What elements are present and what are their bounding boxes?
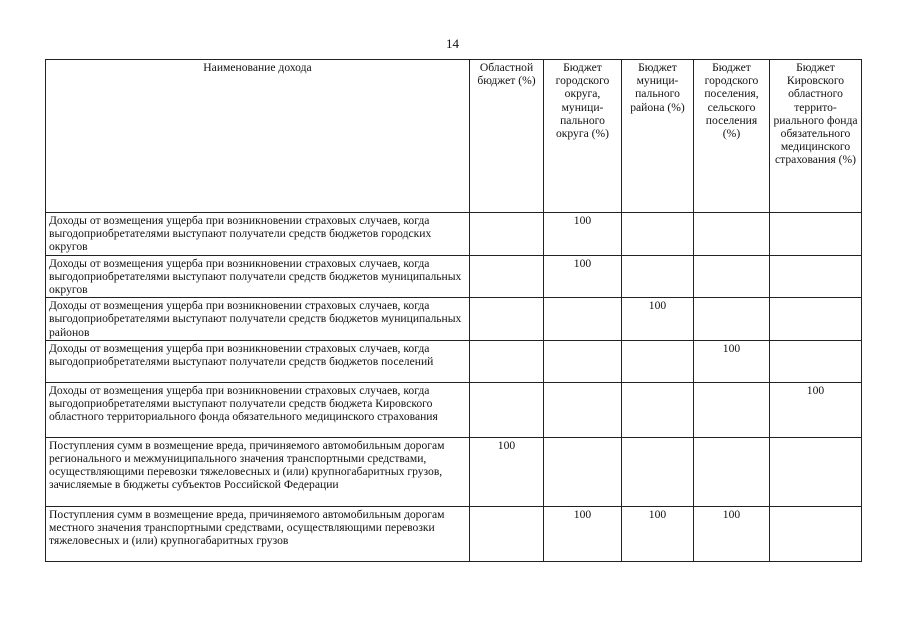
header-municipal-district-budget: Бюджет муници-пального района (%) xyxy=(622,60,694,213)
regional-pct-cell xyxy=(470,213,544,256)
revenue-name-cell: Доходы от возмещения ущерба при возникновении страховых случаев, когда выгодоприобретателями выступают получатели средств бюджетов муниципальных районов xyxy=(46,298,470,341)
regional-pct-cell xyxy=(470,255,544,298)
table-row xyxy=(46,382,862,437)
municipal-pct-cell xyxy=(622,213,694,256)
table-row xyxy=(46,506,862,561)
fund-pct-cell xyxy=(770,437,862,506)
revenue-name-cell: Поступления сумм в возмещение вреда, причиняемого автомобильным дорогам регионального и межмуниципального значения транспортными средствами, осуществляющими перевозки тяжеловесных и (или) крупногабаритных грузов, зачисляемые в бюджеты субъектов Российской Федерации xyxy=(46,437,470,506)
settlement-pct-cell xyxy=(694,213,770,256)
fund-pct-cell xyxy=(770,340,862,382)
municipal-pct-cell xyxy=(622,340,694,382)
municipal-pct-cell xyxy=(622,382,694,437)
settlement-pct-cell xyxy=(694,382,770,437)
header-regional-budget: Областной бюджет (%) xyxy=(470,60,544,213)
revenue-name-cell: Доходы от возмещения ущерба при возникновении страховых случаев, когда выгодоприобретателями выступают получатели средств бюджетов городских округов xyxy=(46,213,470,256)
regional-pct-cell xyxy=(470,298,544,341)
regional-pct-cell xyxy=(470,506,544,561)
municipal-pct-cell xyxy=(622,255,694,298)
city-pct-cell: 100 xyxy=(544,506,622,561)
table-row xyxy=(46,213,862,256)
municipal-pct-cell: 100 xyxy=(622,506,694,561)
municipal-pct-cell xyxy=(622,437,694,506)
header-city-district-budget: Бюджет городского округа, муници-пального округа (%) xyxy=(544,60,622,213)
table-header-row xyxy=(46,60,862,213)
table-row xyxy=(46,255,862,298)
header-health-insurance-fund-budget: Бюджет Кировского областного террито-риального фонда обязательного медицинского страхования (%) xyxy=(770,60,862,213)
header-revenue-name: Наименование дохода xyxy=(46,60,470,213)
table-row xyxy=(46,340,862,382)
fund-pct-cell: 100 xyxy=(770,382,862,437)
city-pct-cell xyxy=(544,298,622,341)
page-number: 14 xyxy=(446,36,459,51)
revenue-name-cell: Доходы от возмещения ущерба при возникновении страховых случаев, когда выгодоприобретателями выступают получатели средств бюджетов муниципальных округов xyxy=(46,255,470,298)
settlement-pct-cell xyxy=(694,298,770,341)
municipal-pct-cell: 100 xyxy=(622,298,694,341)
settlement-pct-cell: 100 xyxy=(694,506,770,561)
settlement-pct-cell xyxy=(694,437,770,506)
revenue-distribution-table xyxy=(45,59,862,562)
table-row xyxy=(46,298,862,341)
revenue-name-cell: Доходы от возмещения ущерба при возникновении страховых случаев, когда выгодоприобретателями выступают получатели средств бюджета Кировского областного территориального фонда обязательного медицинского страхования xyxy=(46,382,470,437)
settlement-pct-cell: 100 xyxy=(694,340,770,382)
city-pct-cell xyxy=(544,340,622,382)
revenue-name-cell: Доходы от возмещения ущерба при возникновении страховых случаев, когда выгодоприобретателями выступают получатели средств бюджетов поселений xyxy=(46,340,470,382)
table-row xyxy=(46,437,862,506)
fund-pct-cell xyxy=(770,506,862,561)
settlement-pct-cell xyxy=(694,255,770,298)
fund-pct-cell xyxy=(770,298,862,341)
city-pct-cell: 100 xyxy=(544,255,622,298)
city-pct-cell xyxy=(544,437,622,506)
revenue-name-cell: Поступления сумм в возмещение вреда, причиняемого автомобильным дорогам местного значения транспортными средствами, осуществляющими перевозки тяжеловесных и (или) крупногабаритных грузов xyxy=(46,506,470,561)
city-pct-cell: 100 xyxy=(544,213,622,256)
regional-pct-cell xyxy=(470,340,544,382)
header-settlement-budget: Бюджет городского поселения, сельского поселения (%) xyxy=(694,60,770,213)
regional-pct-cell xyxy=(470,382,544,437)
fund-pct-cell xyxy=(770,255,862,298)
city-pct-cell xyxy=(544,382,622,437)
fund-pct-cell xyxy=(770,213,862,256)
regional-pct-cell: 100 xyxy=(470,437,544,506)
